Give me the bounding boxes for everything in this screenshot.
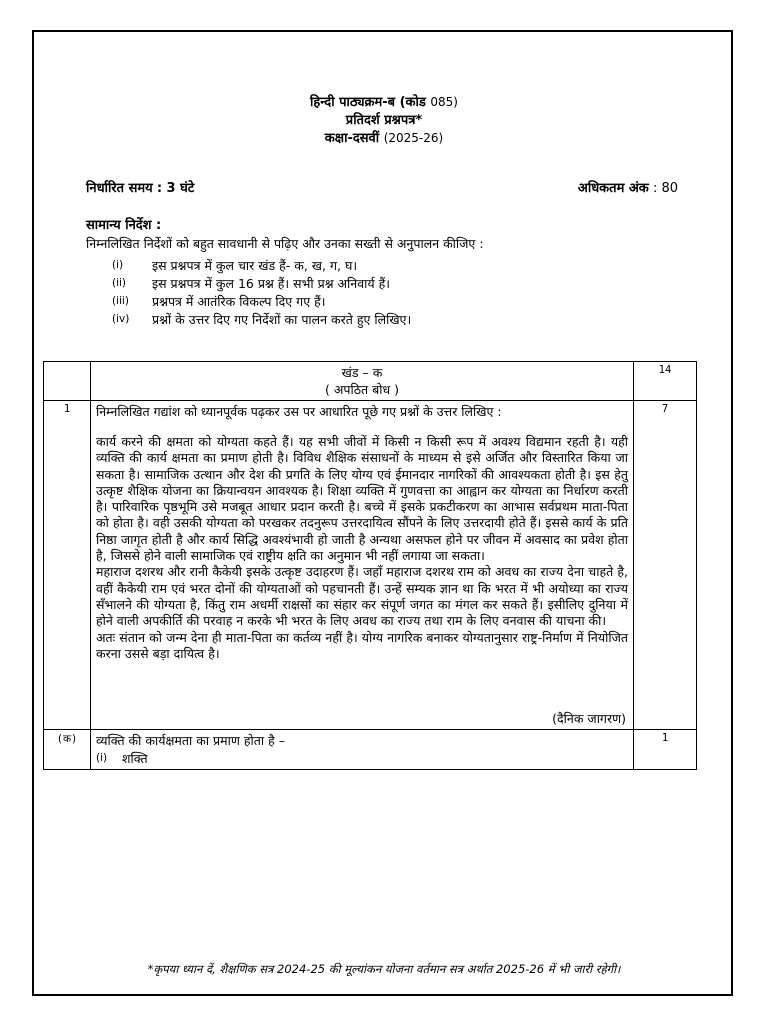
subquestion-text: व्यक्ति की कार्यक्षमता का प्रमाण होता है – — [96, 733, 285, 749]
section-title: खंड – क — [341, 365, 383, 380]
instruction-text: प्रश्नपत्र में आतंरिक विकल्प दिए गए हैं। — [152, 294, 326, 309]
subquestion-row — [44, 730, 697, 770]
question-table — [43, 361, 697, 770]
question-prompt: निम्नलिखित गद्यांश को ध्यानपूर्वक पढ़कर उस पर आधारित पूछे गए प्रश्नों के उत्तर लिखिए : — [96, 404, 502, 419]
section-header-row — [44, 362, 697, 401]
footer-note: *कृपया ध्यान दें, शैक्षणिक सत्र 2024-25 की मूल्यांकन योजना वर्तमान सत्र अर्थात 2025-26 में भी जारी रहेगी। — [147, 962, 621, 976]
header-code: 085) — [430, 95, 458, 109]
header-line-1 — [0, 94, 768, 111]
section-marks: 14 — [634, 362, 697, 401]
option-text: शक्ति — [122, 751, 148, 767]
passage-paragraph: कार्य करने की क्षमता को योग्यता कहते हैं। यह सभी जीवों में किसी न किसी रूप में अवश्य विद्यमान रहती है। यही व्यक्ति की कार्य क्षमता का प्रमाण होती है। विविध शैक्षिक संसाधनों के माध्यम से इसे अर्जित और विस्तारित किया जा सकता है। सामाजिक उत्थान और देश की प्रगति के लिए योग्य एवं ईमानदार नागरिकों की आवश्यकता होती है। इस हेतु उत्कृष्ट शैक्षिक योजना का क्रियान्वयन आवश्यक है। शिक्षा व्यक्ति में गुणवत्ता का आह्वान कर योग्यता का निर्धारण करती है। पारिवारिक पृष्ठभूमि उसे मजबूत आधार प्रदान करती है। बच्चे में इसके प्रकटीकरण का आभास सर्वप्रथम माता-पिता को होता है। वही उसकी योग्यता को परखकर तदनुरूप उत्तरदायित्व सौंपने के लिए उत्तरदायी होते हैं। इससे कार्य के प्रति निष्ठा जागृत होती है और कार्य सिद्धि अवश्यंभावी हो जाती है अन्यथा असफल होने पर जीवन में अवसाद का प्रवेश होता है, जिससे होने वाली सामाजिक एवं राष्ट्रीय क्षति का अनुमान भी नहीं लगाया जा सकता। — [96, 434, 628, 564]
instruction-item — [112, 311, 411, 329]
instructions-list — [112, 257, 411, 329]
question-marks: 7 — [634, 401, 697, 730]
section-title-cell — [91, 362, 634, 401]
time-label: निर्धारित समय — [86, 181, 153, 196]
time-allowed — [86, 178, 194, 196]
header-class: कक्षा-दसवीं — [324, 131, 380, 146]
question-row — [44, 401, 697, 730]
subquestion-label: (क) — [44, 730, 91, 770]
time-value: : 3 घंटे — [156, 181, 195, 196]
header-year: (2025-26) — [383, 131, 444, 145]
passage — [96, 434, 628, 662]
section-num-cell — [44, 362, 91, 401]
instruction-number: (ii) — [112, 277, 127, 289]
section-subtitle: ( अपठित बोध ) — [324, 382, 399, 397]
instruction-number: (i) — [112, 259, 124, 271]
marks-value: : 80 — [652, 181, 678, 196]
instruction-item — [112, 293, 411, 311]
instruction-text: इस प्रश्नपत्र में कुल चार खंड हैं- क, ख, ग, घ। — [152, 258, 358, 273]
instruction-number: (iii) — [112, 295, 129, 307]
subquestion-body — [91, 730, 634, 770]
header-subject: हिन्दी पाठ्यक्रम-ब (कोड — [310, 95, 426, 110]
option-item — [96, 750, 628, 767]
instruction-item — [112, 275, 411, 293]
header-line-3 — [0, 130, 768, 147]
question-body — [91, 401, 634, 730]
instructions-intro: निम्नलिखित निर्देशों को बहुत सावधानी से पढ़िए और उनका सख्ती से अनुपालन कीजिए : — [86, 236, 484, 251]
subquestion-marks: 1 — [634, 730, 697, 770]
instruction-item — [112, 257, 411, 275]
passage-paragraph: महाराज दशरथ और रानी कैकेयी इसके उत्कृष्ट उदाहरण हैं। जहाँ महाराज दशरथ राम को अवध का राज्य देना चाहते है, वहीं कैकेयी राम एवं भरत दोनों की योग्यताओं को पहचानती हैं। उन्हें सम्यक ज्ञान था कि भरत में भी अयोध्या का राज्य सँभालने की योग्यता है, किंतु राम अधर्मी राक्षसों का संहार कर संपूर्ण जगत का मंगल कर सकते हैं। इसीलिए दुनिया में होने वाली अपकीर्ति की परवाह न करके भी भरत के लिए अवध का राज्य तथा राम के लिए वनवास की याचना की। — [96, 564, 628, 629]
option-number: (i) — [96, 752, 108, 765]
header-line-2: प्रतिदर्श प्रश्नपत्र* — [345, 113, 423, 128]
instruction-number: (iv) — [112, 313, 130, 325]
question-number: 1 — [44, 401, 91, 730]
max-marks — [578, 178, 678, 196]
instruction-text: प्रश्नों के उत्तर दिए गए निर्देशों का पालन करते हुए लिखिए। — [152, 312, 412, 327]
marks-label: अधिकतम अंक — [577, 181, 649, 196]
instruction-text: इस प्रश्नपत्र में कुल 16 प्रश्न हैं। सभी प्रश्न अनिवार्य हैं। — [152, 276, 391, 291]
passage-paragraph: अतः संतान को जन्म देना ही माता-पिता का कर्तव्य नहीं है। योग्य नागरिक बनाकर योग्यतानुसार राष्ट्र-निर्माण में नियोजित करना उससे बड़ा दायित्व है। — [96, 629, 628, 661]
instructions-heading: सामान्य निर्देश : — [86, 218, 162, 233]
passage-source: (दैनिक जागरण) — [552, 711, 626, 727]
